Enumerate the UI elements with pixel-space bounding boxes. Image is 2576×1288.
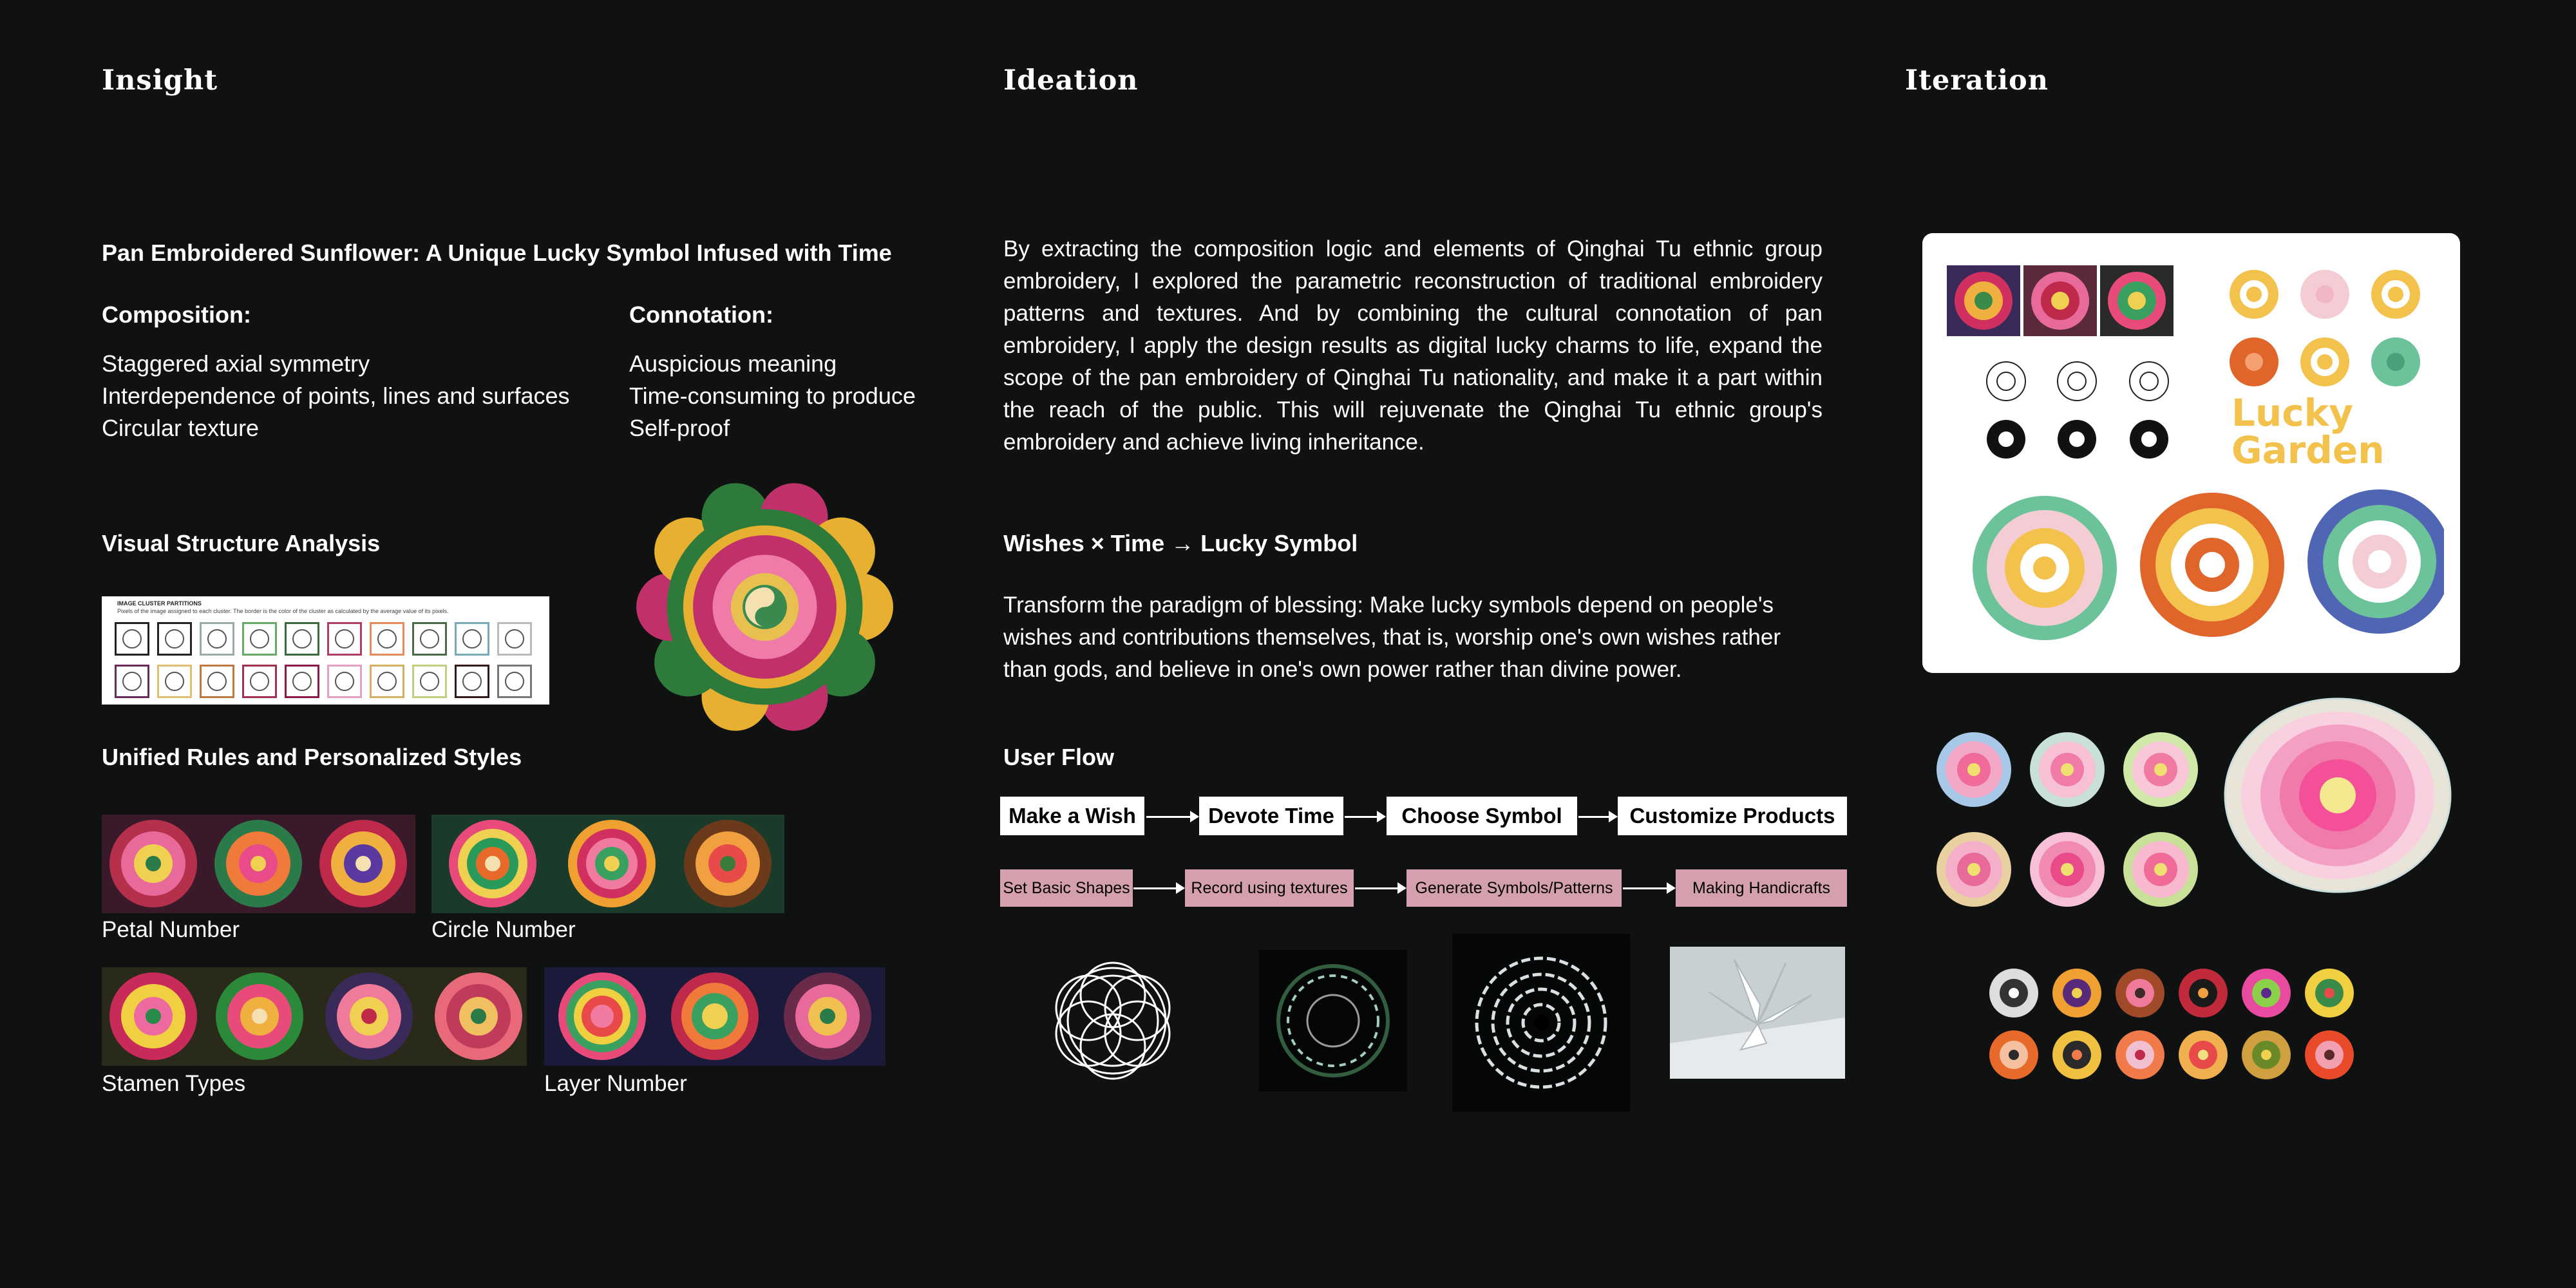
cluster-cell [200,622,234,656]
iteration-design-panel [1922,233,2460,673]
composition-item: Interdependence of points, lines and surfaces [102,383,570,409]
caption-petal-number: Petal Number [102,917,240,942]
cluster-header: IMAGE CLUSTER PARTITIONS [117,600,202,607]
handicraft-photo [1670,947,1845,1079]
flow-step-customize-products: Customize Products [1618,797,1847,835]
caption-layer-number: Layer Number [544,1071,687,1096]
flow-arrow [1623,887,1674,889]
cluster-partition-image [102,596,549,705]
section-title-insight: Insight [102,64,218,97]
layer-number-samples [544,967,886,1066]
outline-symbol-grid [1980,352,2174,468]
flow-step-choose-symbol: Choose Symbol [1387,797,1577,835]
cluster-cell [285,665,319,698]
cluster-cell [115,622,149,656]
connotation-item: Self-proof [629,415,730,441]
texture-record-illustration [1259,950,1407,1092]
lotus-3d-grid [1929,721,2219,914]
flow-arrow [1578,816,1616,818]
logo-line: Lucky [2231,391,2354,435]
cluster-cell [157,665,192,698]
cluster-cell [497,665,532,698]
composition-list [102,348,570,444]
embroidered-sunflower-image [634,477,895,737]
cluster-cell [412,622,447,656]
section-title-ideation: Ideation [1003,64,1139,97]
large-symbol-row [1942,484,2444,652]
formula-text: Transform the paradigm of blessing: Make lucky symbols depend on people's wishes and contributions themselves, that is, worship one's own wishes rather than gods, and believe in one's own power rather than divine power. [1003,592,1781,682]
connotation-item: Auspicious meaning [629,350,837,377]
cluster-cell [115,665,149,698]
composition-item: Staggered axial symmetry [102,350,370,377]
insight-headline: Pan Embroidered Sunflower: A Unique Lucky Symbol Infused with Time [102,240,892,266]
composition-title: Composition: [102,301,251,328]
visual-structure-title: Visual Structure Analysis [102,530,381,556]
cluster-subheader: Pixels of the image assigned to each cluster. The border is the color of the cluster as calculated by the average value of its pixels. [117,608,449,614]
cluster-cell [412,665,447,698]
cluster-cell [157,622,192,656]
flow-substep-generate-symbols: Generate Symbols/Patterns [1406,869,1622,907]
connotation-item: Time-consuming to produce [629,383,916,409]
caption-circle-number: Circle Number [431,917,576,942]
generated-symbol-illustration [1452,934,1630,1112]
flow-substep-record-textures: Record using textures [1185,869,1354,907]
cluster-cell [242,622,277,656]
flow-step-make-wish: Make a Wish [1000,797,1144,835]
flow-arrow [1133,887,1184,889]
cluster-cell [327,665,362,698]
flow-arrow [1146,816,1198,818]
lucky-garden-logo [2231,391,2385,472]
cluster-cell [285,622,319,656]
section-title-iteration: Iteration [1905,64,2049,97]
ideation-paragraph: By extracting the composition logic and elements of Qinghai Tu ethnic group embroidery, I explored the parametric reconstruction of traditional embroidery patterns and textures. And by combining the cultural connotation of pan embroidery, I apply the design results as digital lucky charms to life, expand the scope of the pan embroidery of Qinghai Tu nationality, and make it a part within the reach of the public. This will rejuvenate the Qinghai Tu ethnic group's embroidery and achieve living inheritance. [1003,236,1823,455]
flow-substep-set-basic-shapes: Set Basic Shapes [1000,869,1133,907]
stamen-types-samples [102,967,527,1066]
cluster-cell [242,665,277,698]
cluster-cell [327,622,362,656]
composition-item: Circular texture [102,415,260,441]
cluster-cell [455,622,489,656]
flow-substep-making-handicrafts: Making Handicrafts [1676,869,1847,907]
flow-step-devote-time: Devote Time [1199,797,1343,835]
logo-line: Garden [2231,428,2385,472]
connotation-list [629,348,916,444]
lotus-3d-large [2222,683,2454,908]
rules-title: Unified Rules and Personalized Styles [102,744,522,770]
cluster-cell [200,665,234,698]
caption-stamen-types: Stamen Types [102,1071,246,1096]
flow-arrow [1355,887,1405,889]
connotation-title: Connotation: [629,301,773,328]
basic-shapes-illustration [1043,960,1182,1082]
embroidery-thumbnails [1947,265,2174,336]
flow-arrow [1345,816,1385,818]
circle-number-samples [431,815,784,913]
pattern-symbol-grid [1987,966,2360,1085]
petal-number-samples [102,815,415,913]
colored-symbol-grid [2225,265,2431,394]
cluster-cell [455,665,489,698]
userflow-title: User Flow [1003,744,1115,770]
formula-title: Wishes × Time → Lucky Symbol [1003,530,1358,556]
cluster-cell [370,665,404,698]
cluster-cell [370,622,404,656]
cluster-cell [497,622,532,656]
